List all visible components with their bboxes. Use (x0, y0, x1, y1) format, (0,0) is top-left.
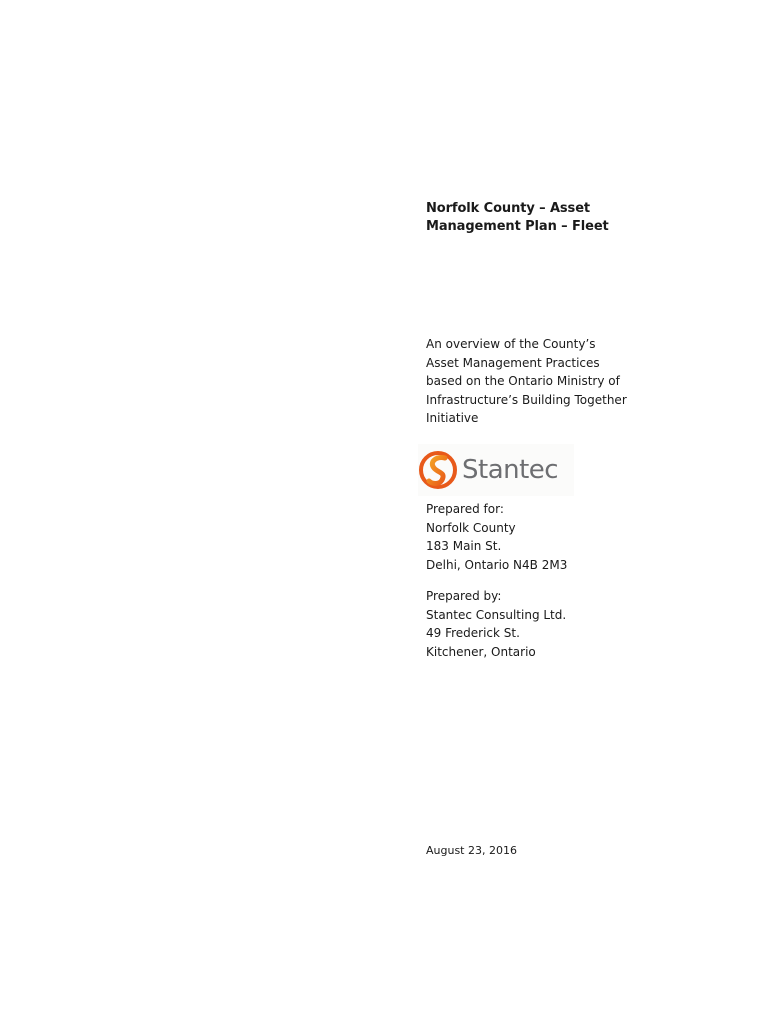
overview-line: Initiative (426, 411, 479, 425)
prepared-for-label: Prepared for: (426, 502, 504, 516)
prepared-for-line: Delhi, Ontario N4B 2M3 (426, 557, 568, 572)
prepared-by-line: 49 Frederick St. (426, 626, 520, 640)
prepared-for-line: Norfolk County (426, 520, 516, 535)
prepared-for-line: 183 Main St. (426, 539, 502, 553)
stantec-swirl-icon (418, 448, 458, 492)
logo-wordmark: Stantec (462, 455, 559, 485)
stantec-logo (418, 444, 574, 496)
overview-line: based on the Ontario Ministry of (426, 374, 620, 388)
document-title (426, 200, 746, 236)
prepared-by-line: Kitchener, Ontario (426, 644, 536, 659)
overview-line: Asset Management Practices (426, 355, 600, 370)
overview-line: Infrastructure’s Building Together (426, 392, 627, 407)
title-line: Norfolk County – Asset (426, 201, 591, 216)
prepared-for-block (426, 500, 746, 574)
overview-line: An overview of the County’s (426, 337, 596, 351)
prepared-by-block (426, 587, 746, 661)
prepared-by-label: Prepared by: (426, 589, 502, 603)
prepared-by-line: Stantec Consulting Ltd. (426, 607, 567, 622)
document-date: August 23, 2016 (426, 844, 517, 857)
title-line: Management Plan – Fleet (426, 219, 609, 234)
overview-text (426, 335, 746, 428)
